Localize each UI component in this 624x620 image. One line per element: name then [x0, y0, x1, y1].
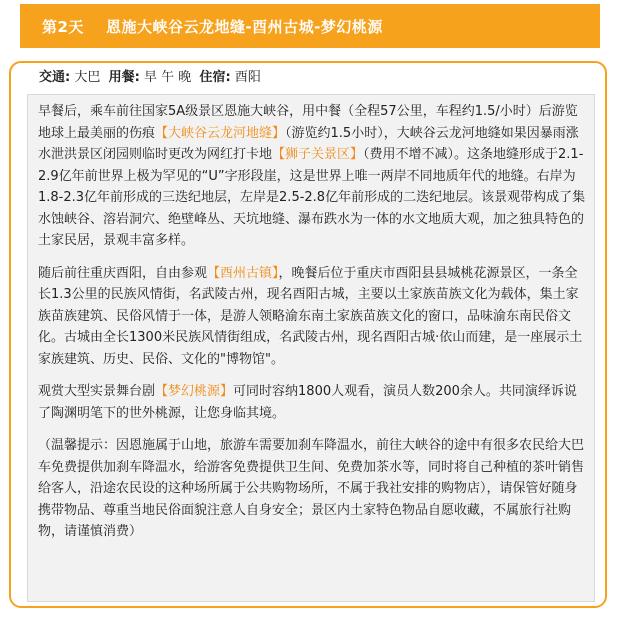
text: （费用不增不减）。这条地缝形成于2.1-2.9亿年前世界上极为罕见的“U”字形段崖，这是世界上唯一两岸不同地质年代的地缝。右岸为1.8-2.3亿年前形成的三迭纪地层，左岸是2.5-2.8亿年前形成的二迭纪地层。该景观带构成了集水蚀峡谷、溶岩洞穴、绝壁峰丛、天坑地缝、瀑布跌水为一体的水文地质大观，加之独具特色的土家民居，景观丰富多样。	[38, 147, 586, 248]
transport-label: 交通:	[39, 70, 71, 85]
itinerary-card	[9, 61, 607, 608]
trip-meta	[39, 69, 595, 87]
paragraph-show	[38, 381, 590, 424]
lodging-label: 住宿:	[199, 70, 231, 85]
lodging-value: 酉阳	[234, 70, 261, 85]
text: 观赏大型实景舞台剧	[38, 384, 156, 399]
text: 可同时容纳1800人观看，演员人数200余人。共同演绎诉说 了陶渊明笔下的世外桃源，让您身临其境。	[38, 384, 577, 421]
text: （游览约1.5小时），大峡谷云龙河地缝如果因暴雨涨水泄洪景区闭园则临时更改为网红打卡地	[38, 125, 579, 162]
highlight-lion-pass: 【狮子关景区】	[272, 147, 364, 162]
paragraph-canyon	[38, 101, 590, 252]
day-number: 第2天	[42, 17, 84, 36]
day-title: 恩施大峡谷云龙地缝-酉州古城-梦幻桃源	[105, 17, 383, 36]
paragraph-tips	[38, 435, 590, 543]
text: ，晚餐后位于重庆市酉阳县县城桃花源景区，一条全长1.3公里的民族风情街，名武陵古州，现名酉阳古城，主要以土家族苗族文化为载体，集土家族苗族建筑、民俗风情于一体，是游人领略渝东南土家族苗族文化的窗口，品味渝东南民俗文化。古城由全长1300米民族风情街组成，名武陵古州，现名酉阳古城·依山而建，是一座展示土家族建筑、历史、民俗、文化的"博物馆"。	[38, 265, 583, 367]
day-header	[20, 4, 600, 48]
highlight-youzhou-town: 【酉州古镇】	[207, 265, 279, 281]
text: 随后前往重庆酉阳，自由参观	[38, 265, 208, 281]
paragraph-old-town	[38, 263, 590, 371]
text: 早餐后，乘车前往国家5A级景区恩施大峡谷，用中餐（全程57公里，车程约1.5/小时）后游览地球上最美丽的伤痕	[38, 104, 578, 141]
transport-value: 大巴	[74, 70, 101, 85]
highlight-canyon-fissure: 【大峡谷云龙河地缝】	[155, 125, 286, 141]
itinerary-body	[27, 94, 595, 602]
highlight-dream-peach: 【梦幻桃源】	[155, 384, 234, 399]
meals-label: 用餐:	[108, 70, 140, 85]
meals-value: 早 午 晚	[143, 70, 192, 85]
text: （温馨提示：因恩施属于山地，旅游车需要加刹车降温水，前往大峡谷的途中有很多农民给大巴车免费提供加刹车降温水，给游客免费提供卫生间、免费加茶水等，同时将自己种植的茶叶销售给客人，沿途农民设的这种场所属于公共购物场所，不属于我社安排的购物店），请保管好随身携带物品、尊重当地民俗面貌注意人自身安全；景区内土家特色物品自愿收藏，不属旅行社购物，请谨慎消费）	[38, 438, 585, 539]
